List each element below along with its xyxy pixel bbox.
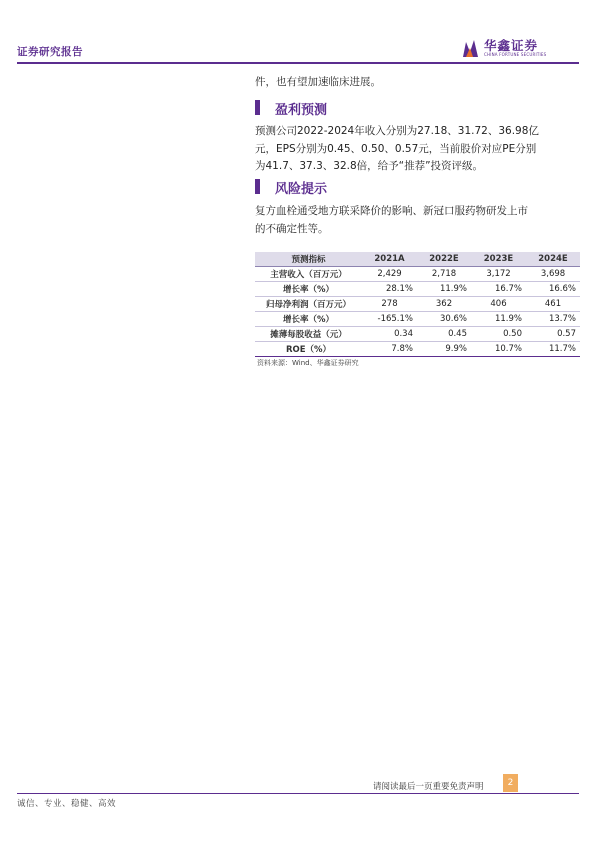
table-cell: 0.34 [362, 327, 417, 342]
table-row [255, 282, 580, 297]
table-cell: -165.1% [362, 312, 417, 327]
table-row [255, 267, 580, 282]
table-cell: 11.7% [526, 342, 580, 357]
table-cell: 362 [417, 297, 471, 312]
paragraph-forecast: 预测公司2022-2024年收入分别为27.18、31.72、36.98亿 元，EPS分别为0.45、0.50、0.57元，当前股价对应PE分别 为41.7、37.3、32.8倍，给予“推荐”投资评级。 [255, 125, 539, 172]
section-marker-icon [255, 179, 260, 194]
report-type-title: 证券研究报告 [17, 46, 83, 58]
row-label: 主营收入（百万元） [255, 267, 362, 282]
logo-name: 华鑫证券 [484, 38, 539, 53]
section-marker-icon [255, 100, 260, 115]
table-cell: 461 [526, 297, 580, 312]
table-cell: 0.50 [471, 327, 526, 342]
section-title-forecast: 盈利预测 [275, 103, 328, 118]
table-cell: 3,698 [526, 267, 580, 282]
logo-mark-icon [462, 38, 480, 58]
table-cell: 30.6% [417, 312, 471, 327]
forecast-table [255, 252, 580, 357]
table-cell: 13.7% [526, 312, 580, 327]
row-label: 摊薄每股收益（元） [255, 327, 362, 342]
table-cell: 0.45 [417, 327, 471, 342]
table-cell: 11.9% [471, 312, 526, 327]
table-source-note: 资料来源：Wind、华鑫证券研究 [257, 359, 359, 367]
paragraph-continuation: 件，也有望加速临床进展。 [255, 76, 381, 88]
table-row [255, 312, 580, 327]
logo-subtitle: CHINA FORTUNE SECURITIES [484, 52, 547, 57]
table-cell: 16.6% [526, 282, 580, 297]
row-label: 归母净利润（百万元） [255, 297, 362, 312]
table-cell: 11.9% [417, 282, 471, 297]
row-label: ROE（%） [255, 342, 362, 357]
table-cell: 7.8% [362, 342, 417, 357]
table-cell: 16.7% [471, 282, 526, 297]
row-label: 增长率（%） [255, 312, 362, 327]
table-row [255, 297, 580, 312]
header-rule [17, 62, 579, 64]
table-header-cell: 2022E [417, 252, 471, 267]
page-number-badge: 2 [503, 774, 518, 792]
table-cell: 10.7% [471, 342, 526, 357]
row-label: 增长率（%） [255, 282, 362, 297]
table-header-cell: 2023E [471, 252, 526, 267]
table-cell: 28.1% [362, 282, 417, 297]
table-cell: 9.9% [417, 342, 471, 357]
paragraph-risk: 复方血栓通受地方联采降价的影响、新冠口服药物研发上市 的不确定性等。 [255, 205, 528, 235]
table-header-cell: 2024E [526, 252, 580, 267]
table-row [255, 327, 580, 342]
footer-slogan: 诚信、专业、稳健、高效 [17, 799, 117, 809]
table-header-cell: 预测指标 [255, 252, 362, 267]
table-cell: 2,718 [417, 267, 471, 282]
table-cell: 3,172 [471, 267, 526, 282]
disclaimer-notice: 请阅读最后一页重要免责声明 [373, 782, 484, 792]
table-cell: 406 [471, 297, 526, 312]
company-logo [462, 36, 580, 62]
table-row [255, 342, 580, 357]
table-cell: 2,429 [362, 267, 417, 282]
table-header-cell: 2021A [362, 252, 417, 267]
table-cell: 278 [362, 297, 417, 312]
table-header-row [255, 252, 580, 267]
section-title-risk: 风险提示 [275, 182, 328, 197]
footer-rule [17, 793, 579, 794]
table-cell: 0.57 [526, 327, 580, 342]
